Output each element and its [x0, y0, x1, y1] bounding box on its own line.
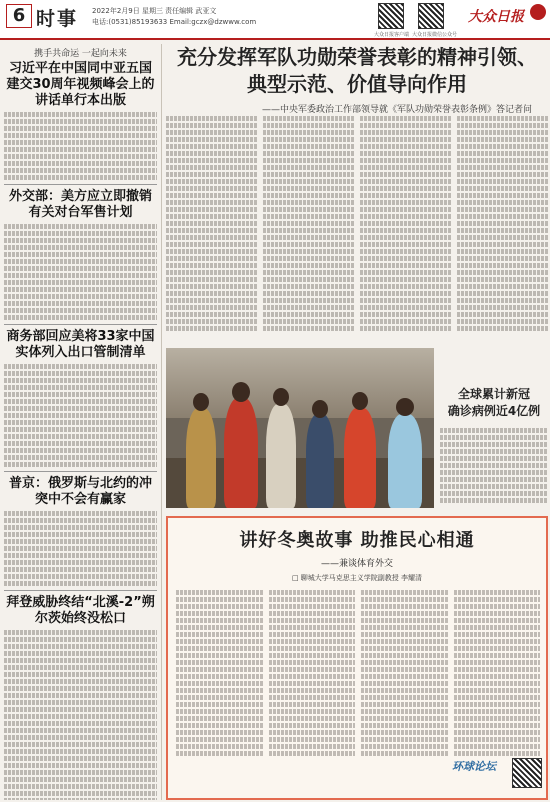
news-photo: [166, 348, 434, 508]
client-qr-label: 大众日报客户端: [374, 32, 410, 38]
lead-headline-line1[interactable]: 充分发挥军队功勋荣誉表彰的精神引领、: [177, 45, 537, 69]
story5-headline[interactable]: 拜登威胁终结“北溪-2”朔尔茨始终没松口: [6, 595, 155, 626]
left-news-column: [4, 44, 162, 800]
header-meta: [92, 6, 256, 28]
lead-headline-line2[interactable]: 典型示范、价值导向作用: [247, 72, 467, 96]
newspaper-logo: 大众日报: [468, 9, 524, 25]
commentary-subheadline: ——兼谈体育外交: [320, 559, 393, 569]
story1-kicker: 携手共命运 一起向未来: [34, 49, 127, 59]
lead-story: [166, 44, 548, 115]
logo-emblem-icon: [530, 4, 546, 20]
story4-headline[interactable]: 普京：俄罗斯与北约的冲突中不会有赢家: [8, 476, 152, 507]
page-number: 6: [6, 4, 32, 28]
lead-subheadline: ——中央军委政治工作部领导就《军队功勋荣誉表彰条例》答记者问: [261, 105, 532, 115]
commentary-headline[interactable]: 讲好冬奥故事 助推民心相通: [239, 530, 475, 551]
wechat-qr-code[interactable]: [418, 3, 444, 29]
covid-side-story: [440, 348, 548, 508]
covid-headline-line1[interactable]: 全球累计新冠: [457, 387, 530, 401]
section-title: 时事: [36, 8, 79, 30]
lead-story-body: [166, 114, 548, 342]
covid-headline-line2[interactable]: 确诊病例近4亿例: [447, 404, 541, 418]
masthead: [0, 0, 550, 40]
story1-headline[interactable]: 习近平在中国同中亚五国建交30周年视频峰会上的讲话单行本出版: [6, 61, 155, 108]
client-qr-code[interactable]: [378, 3, 404, 29]
commentary-author: □ 聊城大学马克思主义学院副教授 李耀清: [291, 574, 423, 582]
commentary-qr-code[interactable]: [512, 758, 542, 788]
story3-headline[interactable]: 商务部回应美将33家中国实体列入出口管制清单: [6, 329, 155, 360]
contact-info: 电话:(0531)85193633 Email:gczx@dzwww.com: [92, 18, 257, 26]
publication-date: 2022年2月9日 星期三 责任编辑 武亚文: [92, 7, 217, 15]
commentary-body: [176, 588, 540, 764]
global-forum-logo: 环球论坛: [452, 760, 496, 773]
wechat-qr-label: 大众日报微信公众号: [412, 32, 458, 38]
story2-headline[interactable]: 外交部：美方应立即撤销有关对台军售计划: [8, 189, 152, 220]
